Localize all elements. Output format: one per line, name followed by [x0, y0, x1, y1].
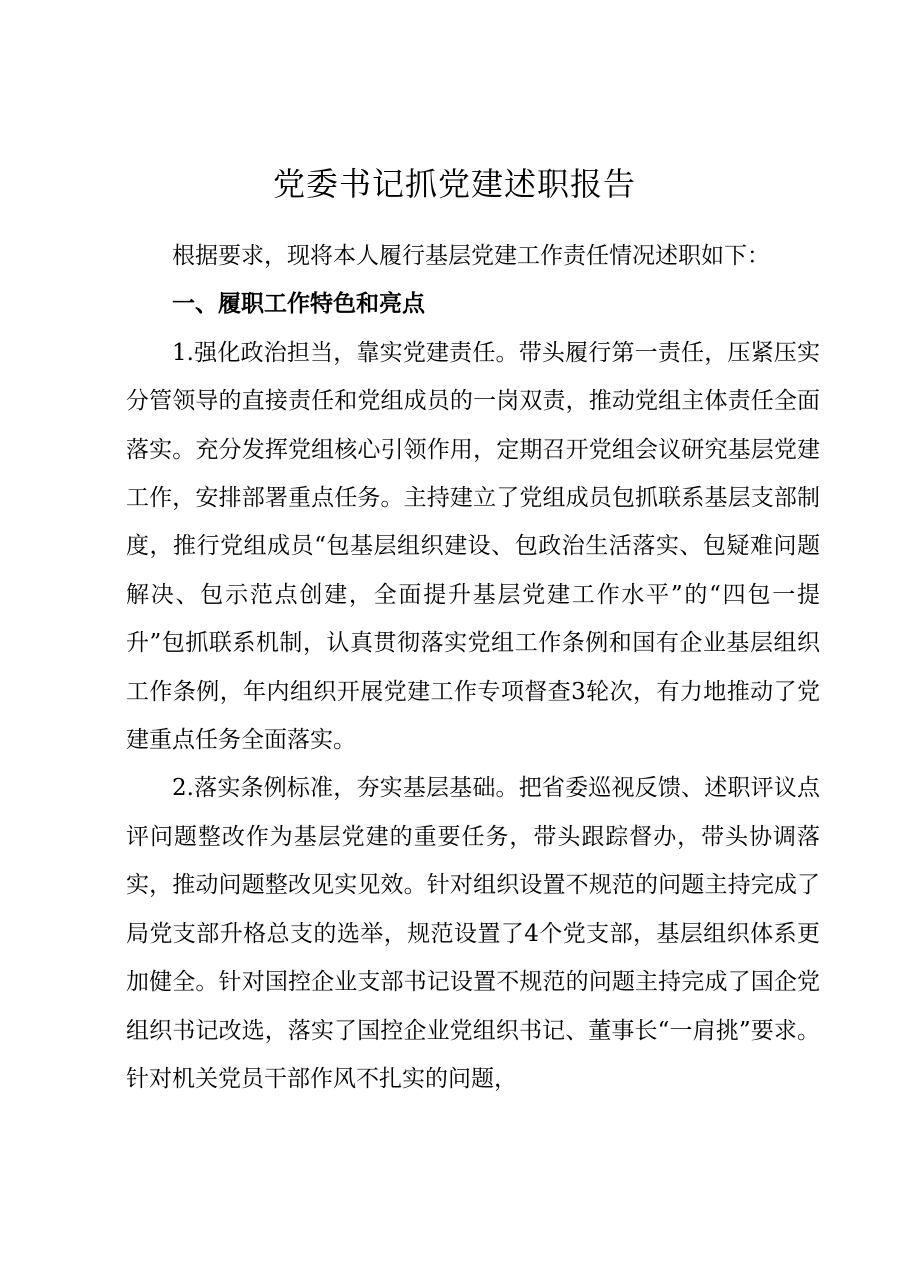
paragraph-2: 2.落实条例标准，夯实基层基础。把省委巡视反馈、述职评议点评问题整改作为基层党建的重要任务，带头跟踪督办，带头协调落实，推动问题整改见实见效。针对组织设置不规范的问题主持完成了局党支部升格总支的选举，规范设置了4个党支部，基层组织体系更加健全。针对国控企业支部书记设置不规范的问题主持完成了国企党组织书记改选，落实了国控企业党组织书记、董事长“一肩挑”要求。针对机关党员干部作风不扎实的问题， [126, 775, 820, 1092]
intro-paragraph: 根据要求，现将本人履行基层党建工作责任情况述职如下： [172, 243, 770, 269]
paragraph-1: 1.强化政治担当，靠实党建责任。带头履行第一责任，压紧压实分管领导的直接责任和党组成员的一岗双责，推动党组主体责任全面落实。充分发挥党组核心引领作用，定期召开党组会议研究基层党建工作，安排部署重点任务。主持建立了党组成员包抓联系基层支部制度，推行党组成员“包基层组织建设、包政治生活落实、包疑难问题解决、包示范点创建，全面提升基层党建工作水平”的“四包一提升”包抓联系机制，认真贯彻落实党组工作条例和国有企业基层组织工作条例，年内组织开展党建工作专项督查3轮次，有力地推动了党建重点任务全面落实。 [126, 339, 820, 754]
document-body [126, 232, 820, 1103]
section-heading: 一、履职工作特色和亮点 [172, 291, 425, 318]
document-title: 党委书记抓党建述职报告 [272, 165, 636, 203]
